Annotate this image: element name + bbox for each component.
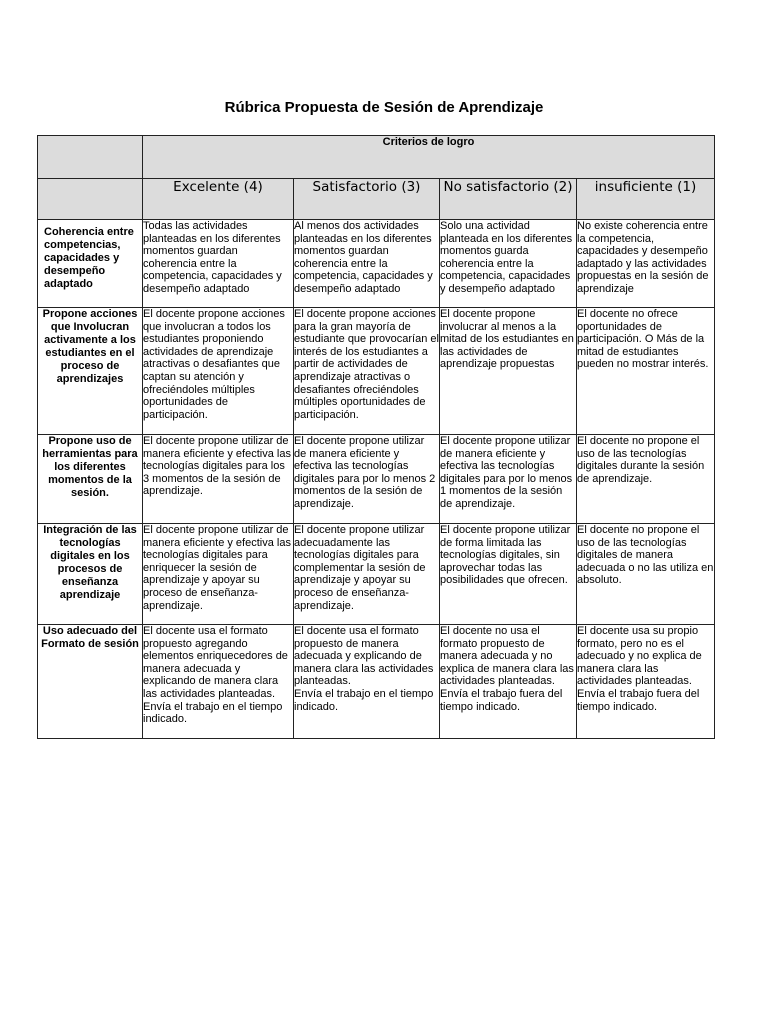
level-satisfactorio: Satisfactorio (3) bbox=[294, 179, 440, 220]
rubric-table bbox=[37, 135, 715, 739]
criteria-header-row bbox=[38, 136, 715, 179]
criterion-formato: Uso adecuado del Formato de sesión bbox=[38, 625, 143, 739]
table-cell: El docente propone utilizar de manera eficiente y efectiva las tecnologías digitales para por lo menos 2 momentos de la sesión de aprendizaje. bbox=[294, 435, 440, 524]
table-cell: El docente propone utilizar de manera eficiente y efectiva las tecnologías digitales para por lo menos 1 momentos de la sesión de aprendizaje. bbox=[440, 435, 577, 524]
document-title: Rúbrica Propuesta de Sesión de Aprendizaje bbox=[224, 99, 544, 116]
table-cell: El docente no usa el formato propuesto de manera adecuada y no explica de manera clara las actividades planteadas. Envía el trabajo fuera del tiempo indicado. bbox=[440, 625, 577, 739]
table-cell: El docente usa el formato propuesto de manera adecuada y explicando de manera clara las actividades planteadas. Envía el trabajo en el tiempo indicado. bbox=[294, 625, 440, 739]
level-no-satisfactorio: No satisfactorio (2) bbox=[440, 179, 577, 220]
criteria-heading: Criterios de logro bbox=[143, 136, 715, 179]
table-row bbox=[38, 220, 715, 308]
table-cell: Todas las actividades planteadas en los diferentes momentos guardan coherencia entre la competencia, capacidades y desempeño adaptado bbox=[143, 220, 294, 308]
table-row bbox=[38, 308, 715, 435]
table-cell: El docente propone utilizar adecuadamente las tecnologías digitales para complementar la sesión de aprendizaje y apoyar su proceso de enseñanza-aprendizaje. bbox=[294, 524, 440, 625]
table-row bbox=[38, 625, 715, 739]
level-insuficiente: insuficiente (1) bbox=[577, 179, 715, 220]
table-cell: El docente propone utilizar de manera eficiente y efectiva las tecnologías digitales para enriquecer la sesión de aprendizaje y apoyar su proceso de enseñanza-aprendizaje. bbox=[143, 524, 294, 625]
level-excelente: Excelente (4) bbox=[143, 179, 294, 220]
table-cell: El docente no propone el uso de las tecnologías digitales de manera adecuada o no las utiliza en absoluto. bbox=[577, 524, 715, 625]
levels-header-row bbox=[38, 179, 715, 220]
criterion-propone-acciones: Propone acciones que Involucran activamente a los estudiantes en el proceso de aprendizajes bbox=[38, 308, 143, 435]
table-cell: Al menos dos actividades planteadas en los diferentes momentos guardan coherencia entre la competencia, capacidades y desempeño adaptado bbox=[294, 220, 440, 308]
table-row bbox=[38, 435, 715, 524]
corner-cell-2 bbox=[38, 179, 143, 220]
criterion-herramientas: Propone uso de herramientas para los diferentes momentos de la sesión. bbox=[38, 435, 143, 524]
table-row bbox=[38, 524, 715, 625]
table-cell: El docente no propone el uso de las tecnologías digitales durante la sesión de aprendizaje. bbox=[577, 435, 715, 524]
table-cell: El docente propone utilizar de manera eficiente y efectiva las tecnologías digitales para los 3 momentos de la sesión de aprendizaje. bbox=[143, 435, 294, 524]
corner-cell bbox=[38, 136, 143, 179]
table-cell: Solo una actividad planteada en los diferentes momentos guarda coherencia entre la competencia, capacidades y desempeño adaptado bbox=[440, 220, 577, 308]
table-cell: El docente no ofrece oportunidades de participación. O Más de la mitad de estudiantes pueden no mostrar interés. bbox=[577, 308, 715, 435]
table-cell: El docente propone involucrar al menos a la mitad de los estudiantes en las actividades de aprendizaje propuestas bbox=[440, 308, 577, 435]
criterion-integracion: Integración de las tecnologías digitales en los procesos de enseñanza aprendizaje bbox=[38, 524, 143, 625]
table-cell: El docente propone acciones para la gran mayoría de estudiante que provocarían el interés de los estudiantes a partir de actividades de aprendizaje atractivas o desafiantes ofreciéndoles múltiples oportunidades de participación. bbox=[294, 308, 440, 435]
table-cell: El docente propone acciones que involucran a todos los estudiantes proponiendo actividades de aprendizaje atractivas o desafiantes que captan su atención y ofreciéndoles múltiples oportunidades de participación. bbox=[143, 308, 294, 435]
table-cell: El docente usa su propio formato, pero no es el adecuado y no explica de manera clara las actividades planteadas. Envía el trabajo fuera del tiempo indicado. bbox=[577, 625, 715, 739]
table-cell: El docente usa el formato propuesto agregando elementos enriquecedores de manera adecuada y explicando de manera clara las actividades planteadas. Envía el trabajo en el tiempo indicado. bbox=[143, 625, 294, 739]
table-cell: No existe coherencia entre la competencia, capacidades y desempeño adaptado y las actividades propuestas en la sesión de aprendizaje bbox=[577, 220, 715, 308]
table-cell: El docente propone utilizar de forma limitada las tecnologías digitales, sin aprovechar todas las posibilidades que ofrecen. bbox=[440, 524, 577, 625]
criterion-coherencia: Coherencia entre competencias, capacidades y desempeño adaptado bbox=[38, 220, 143, 308]
